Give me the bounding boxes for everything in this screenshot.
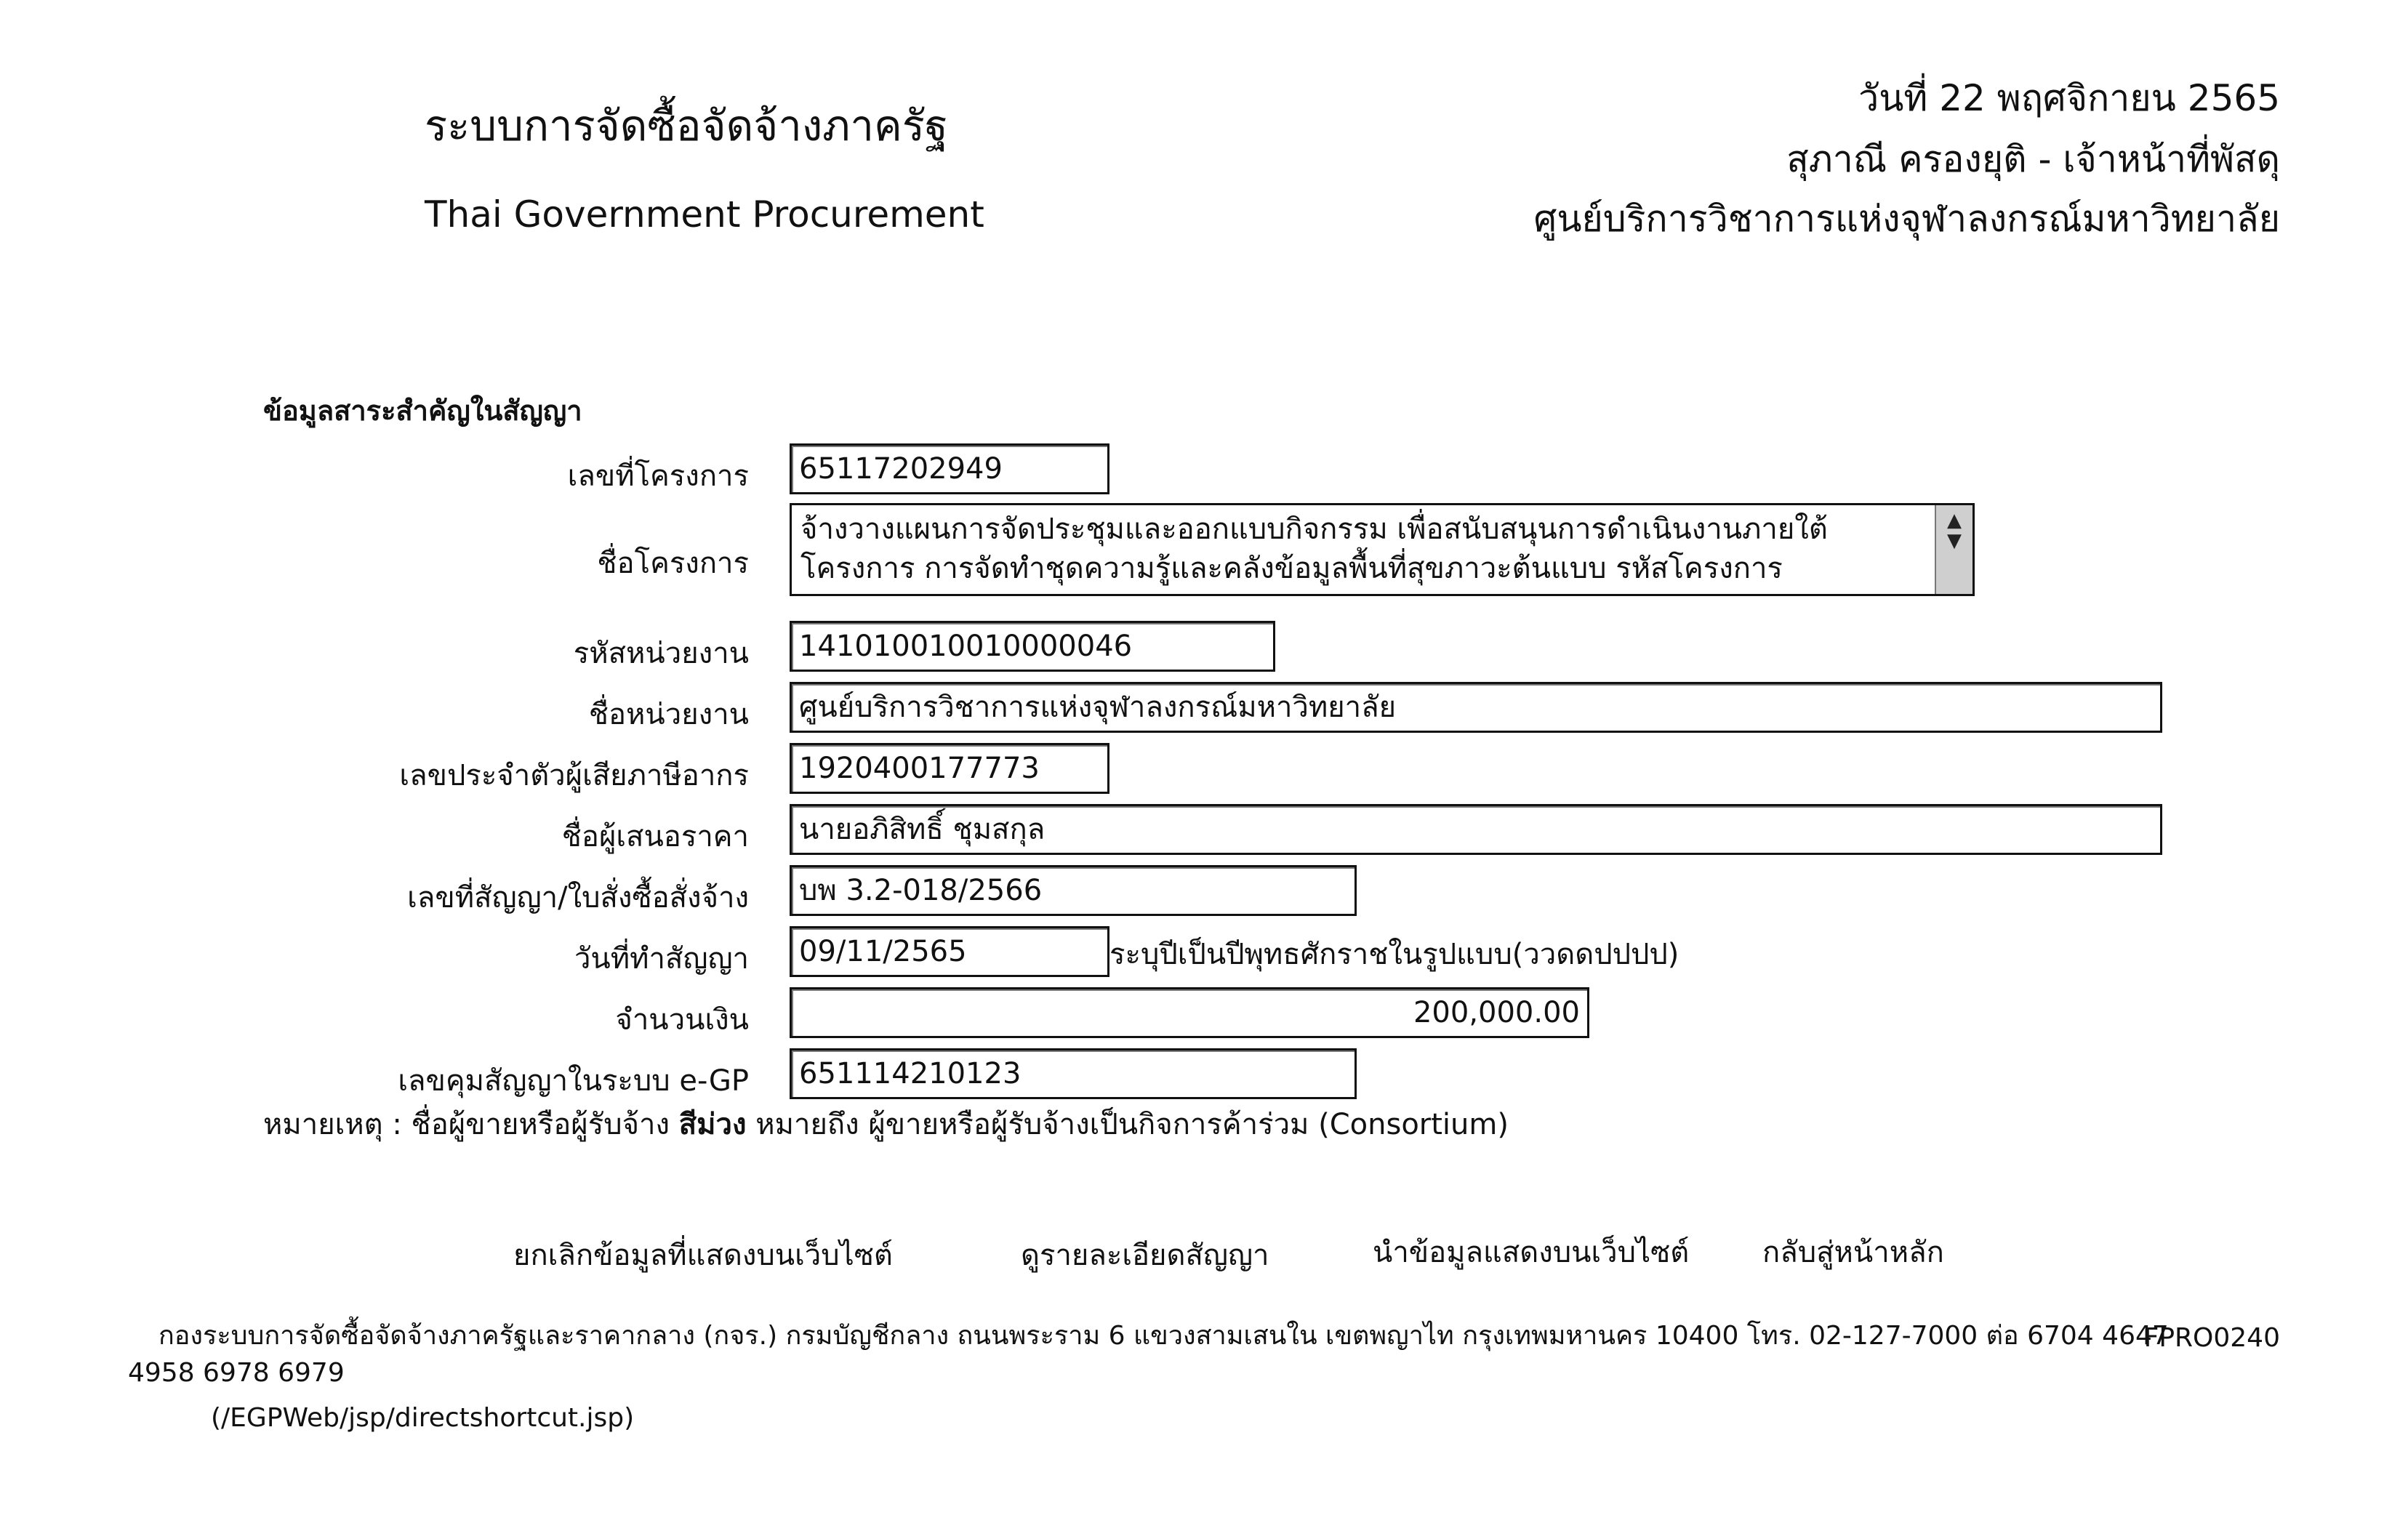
project-name-line1: จ้างวางแผนการจัดประชุมและออกแบบกิจกรรม เพื่อสนับสนุนการดำเนินงานภายใต้ — [800, 513, 1828, 546]
contract-no-field[interactable]: บพ 3.2-018/2566 — [790, 865, 1357, 916]
scroll-up-icon[interactable]: ▲ — [1947, 510, 1962, 531]
scroll-down-icon[interactable]: ▼ — [1947, 530, 1962, 552]
note-color-word: สีม่วง — [678, 1108, 747, 1141]
project-name-label: ชื่อโครงการ — [597, 547, 749, 580]
header-date: วันที่ 22 พฤศจิกายน 2565 — [1858, 77, 2280, 119]
footer-address: กองระบบการจัดซื้อจัดจ้างภาครัฐและราคากลาง (กจร.) กรมบัญชีกลาง ถนนพระราม 6 แขวงสามเสนใน เขตพญาไท กรุงเทพมหานคร 10400 โทร. 02-127-7000 ต่อ 6704 4647 — [158, 1321, 2169, 1351]
cancel-publish-link[interactable]: ยกเลิกข้อมูลที่แสดงบนเว็บไซต์ — [513, 1239, 893, 1272]
tax-id-field[interactable]: 1920400177773 — [790, 743, 1109, 794]
unit-code-label: รหัสหน่วยงาน — [573, 637, 749, 670]
home-link[interactable]: กลับสู่หน้าหลัก — [1762, 1236, 1944, 1269]
note-prefix: หมายเหตุ : ชื่อผู้ขายหรือผู้รับจ้าง — [263, 1108, 670, 1141]
header-organization: ศูนย์บริการวิชาการแห่งจุฬาลงกรณ์มหาวิทยาลัย — [1533, 198, 2280, 240]
system-title-thai: ระบบการจัดซื้อจัดจ้างภาครัฐ — [425, 101, 948, 150]
contract-date-label: วันที่ทำสัญญา — [574, 942, 749, 976]
project-no-field[interactable]: 65117202949 — [790, 443, 1109, 494]
egp-no-label: เลขคุมสัญญาในระบบ e-GP — [398, 1064, 749, 1098]
footer-path: (/EGPWeb/jsp/directshortcut.jsp) — [211, 1403, 635, 1433]
unit-name-field[interactable]: ศูนย์บริการวิชาการแห่งจุฬาลงกรณ์มหาวิทยาลัย — [790, 682, 2162, 733]
project-name-textarea[interactable] — [790, 503, 1975, 596]
publish-link[interactable]: นำข้อมูลแสดงบนเว็บไซต์ — [1373, 1236, 1690, 1269]
tax-id-label: เลขประจำตัวผู้เสียภาษีอากร — [399, 759, 749, 792]
amount-field[interactable]: 200,000.00 — [790, 987, 1589, 1038]
amount-label: จำนวนเงิน — [615, 1003, 749, 1037]
consortium-note — [263, 1101, 1509, 1147]
bidder-name-field[interactable]: นายอภิสิทธิ์ ชุมสกุล — [790, 804, 2162, 855]
note-suffix: หมายถึง ผู้ขายหรือผู้รับจ้างเป็นกิจการค้าร่วม (Consortium) — [755, 1108, 1509, 1141]
egp-no-field[interactable]: 651114210123 — [790, 1048, 1357, 1099]
contract-no-label: เลขที่สัญญา/ใบสั่งซื้อสั่งจ้าง — [407, 881, 749, 915]
project-name-line2: โครงการ การจัดทำชุดความรู้และคลังข้อมูลพื้นที่สุขภาวะต้นแบบ รหัสโครงการ — [800, 552, 1783, 585]
section-title: ข้อมูลสาระสำคัญในสัญญา — [263, 395, 582, 427]
bidder-name-label: ชื่อผู้เสนอราคา — [561, 820, 749, 853]
contract-date-field[interactable]: 09/11/2565 — [790, 926, 1109, 977]
textarea-scrollbar[interactable] — [1935, 505, 1972, 594]
page-code: FPRO0240 — [2143, 1323, 2280, 1353]
unit-code-field[interactable]: 141010010010000046 — [790, 621, 1275, 672]
unit-name-label: ชื่อหน่วยงาน — [588, 698, 749, 731]
view-contract-link[interactable]: ดูรายละเอียดสัญญา — [1021, 1239, 1269, 1272]
project-no-label: เลขที่โครงการ — [567, 459, 749, 493]
footer-phone-cont: 4958 6978 6979 — [128, 1358, 345, 1388]
header-user: สุภาณี ครองยุติ - เจ้าหน้าที่พัสดุ — [1786, 138, 2280, 180]
system-title-english: Thai Government Procurement — [425, 193, 984, 236]
date-format-hint: ระบุปีเป็นปีพุทธศักราชในรูปแบบ(ววดดปปปป) — [1109, 938, 1679, 971]
